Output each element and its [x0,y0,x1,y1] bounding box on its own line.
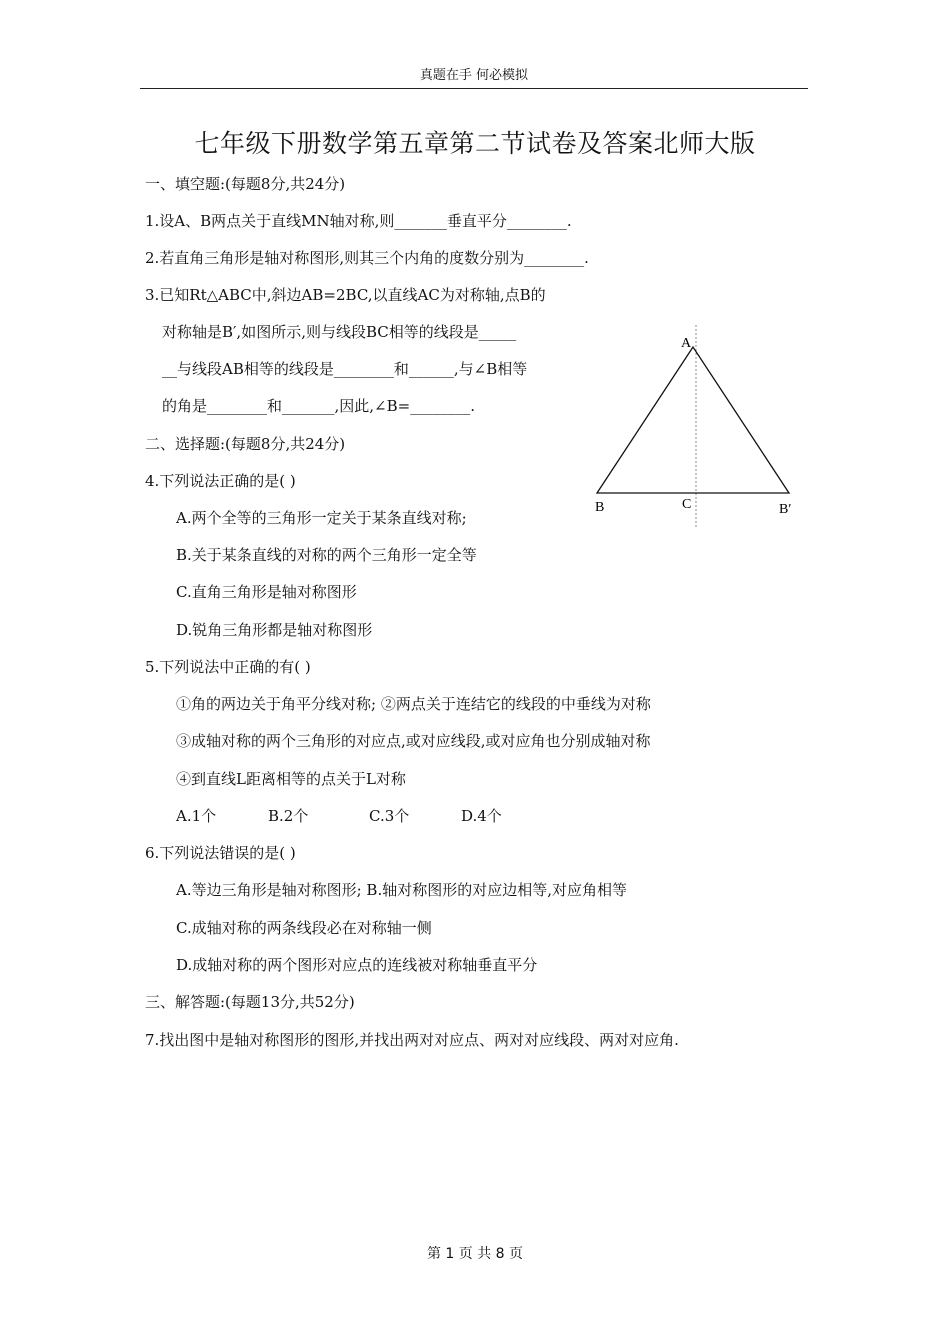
question-5-option-b: B.2个 [268,807,309,825]
question-5-option-d: D.4个 [461,807,502,825]
triangle-figure [585,325,805,530]
question-6: 6.下列说法错误的是( ) [145,844,296,862]
section-heading-answer: 三、解答题:(每题13分,共52分) [145,993,355,1011]
question-7: 7.找出图中是轴对称图形的图形,并找出两对对应点、两对对应线段、两对对应角. [145,1031,679,1049]
label-a: A [681,336,692,351]
question-4: 4.下列说法正确的是( ) [145,472,296,490]
header-rule [140,88,808,89]
question-3-line-2: 对称轴是B′,如图所示,则与线段BC相等的线段是_____ [162,323,517,341]
question-6-option-a-b: A.等边三角形是轴对称图形; B.轴对称图形的对应边相等,对应角相等 [176,881,627,899]
question-5-statement-1-2: ①角的两边关于角平分线对称; ②两点关于连结它的线段的中垂线为对称 [176,695,651,713]
question-4-option-b: B.关于某条直线的对称的两个三角形一定全等 [176,546,477,564]
page-footer: 第 1 页 共 8 页 [426,1246,524,1262]
label-c: C [682,497,692,512]
page-header: 真题在手 何必模拟 [419,68,529,83]
section-heading-fill-blank: 一、填空题:(每题8分,共24分) [145,175,346,193]
question-6-option-c: C.成轴对称的两条线段必在对称轴一侧 [176,919,432,937]
question-6-option-d: D.成轴对称的两个图形对应点的连线被对称轴垂直平分 [176,956,538,974]
question-2: 2.若直角三角形是轴对称图形,则其三个内角的度数分别为________. [145,249,589,267]
question-5-option-a: A.1个 [176,807,217,825]
section-heading-multiple-choice: 二、选择题:(每题8分,共24分) [145,435,346,453]
document-title: 七年级下册数学第五章第二节试卷及答案北师大版 [194,129,756,158]
label-b: B [595,500,605,515]
question-5-statement-3: ③成轴对称的两个三角形的对应点,或对应线段,或对应角也分别成轴对称 [176,732,651,750]
question-4-option-c: C.直角三角形是轴对称图形 [176,583,357,601]
question-1: 1.设A、B两点关于直线MN轴对称,则_______垂直平分________. [145,212,572,230]
question-4-option-a: A.两个全等的三角形一定关于某条直线对称; [176,509,467,527]
triangle-abb-prime [597,347,789,493]
question-5-statement-4: ④到直线L距离相等的点关于L对称 [176,770,406,788]
question-3-line-4: 的角是________和_______,因此,∠B=________. [162,397,475,415]
question-5-option-c: C.3个 [369,807,410,825]
question-5: 5.下列说法中正确的有( ) [145,658,311,676]
question-3-line-1: 3.已知Rt△ABC中,斜边AB=2BC,以直线AC为对称轴,点B的 [145,286,546,304]
question-3-line-3: __与线段AB相等的线段是________和______,与∠B相等 [162,360,528,378]
question-4-option-d: D.锐角三角形都是轴对称图形 [176,621,373,639]
label-b-prime: B′ [779,502,792,517]
